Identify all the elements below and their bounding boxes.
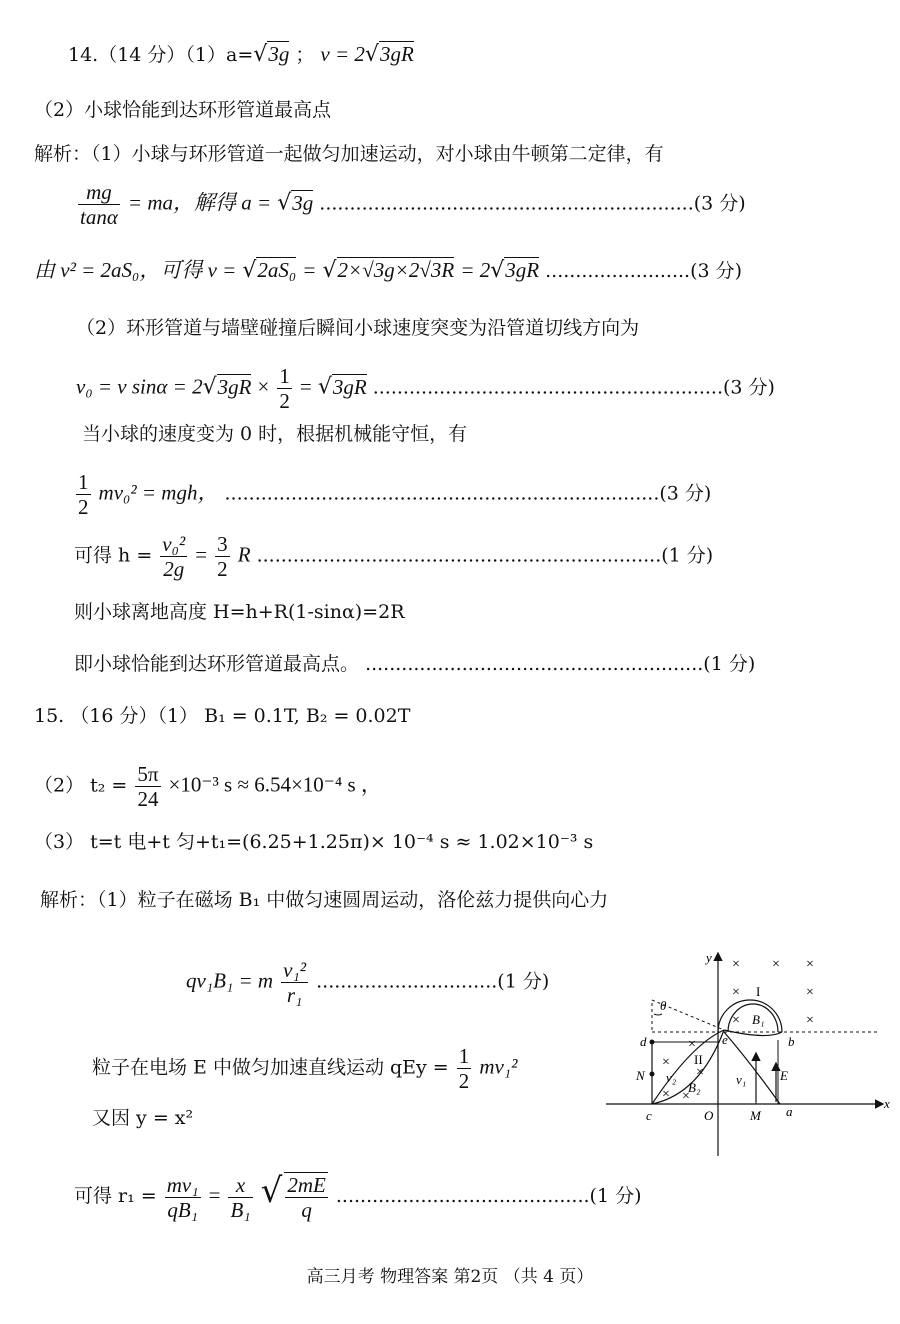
q14-eq5-prefix: 可得 h =	[74, 544, 153, 567]
x-axis-label: x	[884, 1096, 890, 1111]
region-II-label: II	[694, 1052, 703, 1067]
q14-header-sep: ；	[295, 44, 315, 66]
q14-eq2-score: ........................(3 分)	[545, 260, 743, 282]
q14-eq2-r2: 2×√3g×2√3R	[337, 258, 455, 282]
q14-eq1-fraction	[78, 180, 120, 229]
q14-eq4-den: 2	[78, 495, 89, 519]
q15-part2-num: 5π	[137, 762, 159, 786]
cross-mark: ×	[732, 985, 740, 1000]
physics-diagram	[600, 944, 896, 1160]
q14-energy-intro: 当小球的速度变为 0 时，根据机械能守恒，有	[82, 423, 468, 445]
parabola-curve	[724, 1032, 780, 1104]
q15-eq7-num: 1	[458, 1044, 470, 1068]
q15-eq9-score: ..........................................(1 分)	[335, 1185, 642, 1207]
q14-eq5-den2: 2	[217, 557, 228, 581]
region-I-label: I	[756, 984, 761, 999]
theta-arc	[654, 1014, 662, 1015]
q15-eq9-num2: x	[228, 1173, 252, 1198]
q14-eq5-fraction2	[215, 532, 230, 581]
label-a: a	[786, 1104, 793, 1119]
cross-mark: ×	[806, 1013, 814, 1028]
q15-eq9-sqrt-num: 2mE	[287, 1173, 326, 1197]
label-N: N	[636, 1068, 645, 1083]
q14-eq3-score: ..........................................................(3 分)	[372, 376, 775, 399]
q14-eq3-den: 2	[279, 389, 290, 413]
q14-eq5-num2: 3	[217, 532, 228, 556]
cross-mark: ×	[682, 1089, 690, 1104]
label-B2: B₂	[688, 1080, 701, 1095]
q14-eq3: v₀ = v sinα = 2√3gR × $\frac{1}{2}$ = √3gR ..........................................................(3 分)	[76, 364, 775, 413]
q14-eq3-lhs: v₀ = v sinα = 2	[76, 374, 203, 399]
q14-part2-intro: （2）环形管道与墙壁碰撞后瞬间小球速度突变为沿管道切线方向为	[76, 317, 640, 339]
q15-eq7-den: 2	[458, 1069, 470, 1093]
cross-mark: ×	[772, 957, 780, 972]
q15-eq6-num: v₁²	[283, 958, 307, 982]
q15-eq9-den2: B₁	[230, 1197, 251, 1222]
q14-analysis-intro: 解析：（1）小球与环形管道一起做匀加速运动，对小球由牛顿第二定律，有	[34, 143, 664, 165]
q14-eq3-num: 1	[279, 364, 290, 388]
q15-eq9-prefix: 可得 r₁ =	[74, 1185, 157, 1207]
cross-mark: ×	[688, 1037, 696, 1052]
q15-eq9-sqrt-den: q	[301, 1198, 312, 1222]
page-footer: 高三月考 物理答案 第2页 （共 4 页）	[306, 1267, 594, 1287]
q14-part2-answer: （2）小球恰能到达环形管道最高点	[34, 99, 332, 121]
cross-mark: ×	[662, 1055, 670, 1070]
q14-eq5-fraction1	[160, 532, 187, 581]
q15-eq9-fraction2	[228, 1173, 252, 1222]
q14-eq3-r1: 3gR	[217, 374, 252, 399]
point-N	[650, 1072, 655, 1077]
q14-eq1-rhs: = ma，解得 a =	[127, 190, 272, 215]
q14-header-a-value: 3g	[268, 42, 290, 66]
q14-conclusion-score: ........................................................(1 分)	[365, 653, 756, 675]
q15-eq7-fraction	[457, 1044, 472, 1093]
q15-eq7-rhs: mv₁²	[479, 1054, 518, 1079]
q14-eq5-eq: =	[195, 542, 208, 567]
q15-header: 15. （16 分）（1） B₁ = 0.1T, B₂ = 0.02T	[34, 705, 411, 727]
q14-eq5	[74, 532, 713, 581]
q14-eq2-r3: 3gR	[505, 258, 540, 282]
q14-eq2-r1: 2aS₀	[257, 258, 297, 282]
q14-eq1: $\frac{mg}{\tan\alpha}$ = ma，解得 a = √3g ..............................................................(3 分)	[80, 180, 746, 229]
cross-mark: ×	[696, 1065, 704, 1080]
q14-eq2-eq: = 2	[460, 258, 491, 282]
q15-analysis-intro: 解析：（1）粒子在磁场 B₁ 中做匀速圆周运动，洛伦兹力提供向心力	[40, 889, 609, 911]
q15-eq9-fraction1	[165, 1173, 201, 1222]
q14-header-v-value: 3gR	[379, 42, 414, 66]
label-B1: B₁	[752, 1012, 765, 1027]
q14-eq5-den1: 2g	[163, 557, 185, 581]
label-E: E	[780, 1068, 788, 1083]
q15-eq9-den1: qB₁	[167, 1197, 198, 1222]
q15-eq6-den: r₁	[286, 983, 303, 1007]
q14-eq3-eq: =	[299, 374, 312, 399]
q15-eq6-lhs: qv₁B₁ = m	[186, 968, 274, 993]
q14-eq4-rhs: mv₀² = mgh，	[98, 480, 219, 505]
q14-eq5-R: R	[237, 542, 251, 567]
q15-eq7	[92, 1044, 517, 1093]
q14-eq3-r2: 3gR	[332, 374, 367, 399]
label-c: c	[646, 1108, 652, 1123]
q14-eq4-num: 1	[78, 470, 89, 494]
q14-header-text: 14.（14 分）（1）a=	[68, 44, 254, 66]
q14-eq2: 由 v² = 2aS₀，可得 v = √2aS₀ = √2×√3g×2√3R = 2√3gR ........................(3 分)	[34, 258, 743, 283]
q14-eq3-times: ×	[257, 374, 270, 399]
q15-part2-rest: ×10⁻³ s ≈ 6.54×10⁻⁴ s ，	[168, 772, 382, 797]
q14-eq4-fraction	[76, 470, 91, 519]
q14-eq2-prefix: 由 v² = 2aS₀，可得 v =	[34, 258, 237, 282]
label-O: O	[704, 1108, 714, 1123]
q14-header-v: v = 2	[320, 42, 365, 66]
q14-eq1-num: mg	[78, 180, 120, 205]
q14-eq1-den: tanα	[80, 205, 118, 229]
q15-eq6-score: ..............................(1 分)	[316, 970, 550, 993]
q15-eq6-fraction	[281, 958, 308, 1007]
q15-part2	[34, 762, 382, 811]
field-curve	[724, 1030, 782, 1036]
label-M: M	[750, 1108, 761, 1123]
cross-mark: ×	[806, 957, 814, 972]
b1-arc-outer	[718, 1000, 782, 1032]
q14-eq4-score: ........................................................................(3 分)	[224, 482, 712, 505]
q14-header: 14.（14 分）（1）a=√3g ； v = 2√3gR	[68, 42, 414, 67]
q14-conclusion-text: 即小球恰能到达环形管道最高点。	[74, 653, 360, 675]
q15-eq9-eq: =	[208, 1183, 221, 1207]
label-e: e	[722, 1032, 728, 1047]
q15-eq8: 又因 y = x²	[92, 1107, 194, 1129]
q14-height-line: 则小球离地高度 H=h+R(1-sinα)=2R	[74, 601, 405, 623]
cross-mark: ×	[662, 1087, 670, 1102]
label-v2: v₂	[666, 1070, 677, 1085]
q15-part3: （3） t=t 电+t 匀+t₁=(6.25+1.25π)× 10⁻⁴ s ≈ 1.02×10⁻³ s	[34, 831, 594, 853]
q15-eq7-text: 粒子在电场 E 中做匀加速直线运动 qEy =	[92, 1056, 449, 1079]
q14-eq5-num1: v₀²	[162, 532, 186, 556]
cross-mark: ×	[806, 985, 814, 1000]
theta-label: θ	[660, 998, 667, 1013]
q15-eq9-sqrt-fraction	[284, 1172, 328, 1222]
label-d: d	[640, 1034, 647, 1049]
q15-eq9-num1: mv₁	[166, 1172, 199, 1197]
q14-eq3-fraction	[277, 364, 292, 413]
q14-conclusion	[74, 652, 755, 676]
q14-eq4	[74, 470, 711, 519]
y-axis-label: y	[706, 950, 712, 965]
q15-part2-fraction	[135, 762, 160, 811]
q14-eq2-mid: =	[302, 258, 317, 282]
label-b: b	[788, 1034, 795, 1049]
q15-part2-den: 24	[137, 787, 159, 811]
q15-eq6	[186, 958, 549, 1007]
q15-eq9: 可得 r₁ = $\frac{\text{mv₁}}{\text{qB₁}}$ = $\frac{x}{\text{B₁}}$ √ $\frac{2mE}{q}$ ..........................................(1 分)	[74, 1171, 642, 1222]
cross-mark: ×	[732, 1013, 740, 1028]
q14-eq1-score: ..............................................................(3 分)	[319, 192, 746, 215]
label-v1: v₁	[736, 1072, 747, 1087]
cross-mark: ×	[732, 957, 740, 972]
q15-part2-prefix: （2） t₂ =	[34, 774, 128, 797]
q14-eq1-val: 3g	[292, 190, 314, 215]
q14-eq5-score: ...................................................................(1 分)	[256, 544, 714, 567]
